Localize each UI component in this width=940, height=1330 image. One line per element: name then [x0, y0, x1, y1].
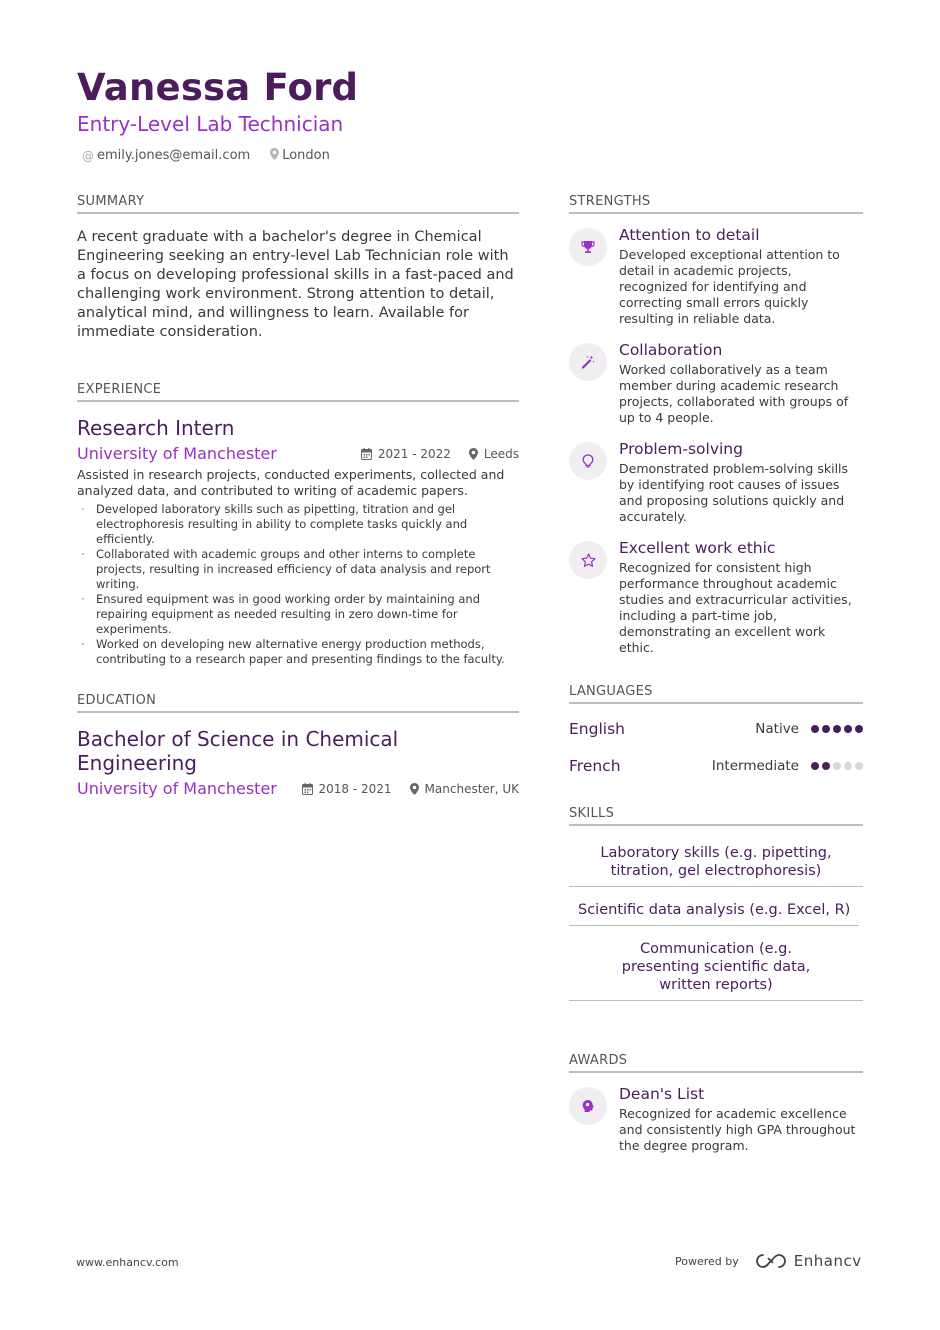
rating-dot-empty [844, 762, 852, 770]
job-bullet: · Developed laboratory skills such as pipetting, titration and gel electrophoresis resulting in ability to complete tasks quickly and efficiently. [77, 502, 519, 547]
skill-item: Scientific data analysis (e.g. Excel, R) [569, 899, 859, 926]
email-text: emily.jones@email.com [97, 148, 251, 163]
job-dates: 2021 - 2022 [377, 446, 451, 461]
rating-dot-empty [833, 762, 841, 770]
at-icon: @ [82, 148, 94, 163]
job-description: Assisted in research projects, conducted experiments, collected and analyzed data, and contributed to writing of academic papers. [77, 467, 505, 498]
job-bullet: · Worked on developing new alternative energy production methods, contributing to a research paper and presenting findings to the faculty. [77, 637, 519, 667]
enhancv-logo-icon [755, 1253, 787, 1269]
strength-description: Demonstrated problem-solving skills by identifying root causes of issues and proposing solutions quickly and accurately. [619, 461, 849, 524]
star-icon [569, 541, 607, 579]
brain-icon [569, 1087, 607, 1125]
education-dates: 2018 - 2021 [318, 781, 392, 796]
job-title: Research Intern [77, 416, 235, 440]
candidate-title: Entry-Level Lab Technician [77, 112, 344, 136]
language-item [569, 710, 863, 747]
strength-item [569, 228, 863, 327]
rating-dot-filled [822, 762, 830, 770]
strength-description: Recognized for consistent high performance throughout academic studies and extracurricular activities, including a part-time job, demonstrating an excellent work ethic. [619, 560, 852, 655]
education-entry [77, 727, 519, 798]
rating-dot-filled [855, 725, 863, 733]
brand-name: Enhancv [793, 1252, 862, 1270]
summary-heading: SUMMARY [77, 194, 519, 214]
calendar-icon [361, 448, 372, 460]
strength-title: Collaboration [619, 341, 723, 359]
brand-logo[interactable] [755, 1252, 862, 1270]
strength-description: Developed exceptional attention to detail in academic projects, recognized for identifying and correcting small errors quickly resulting in reliable data. [619, 247, 840, 326]
strength-item [569, 343, 863, 426]
location-text: London [282, 148, 330, 163]
map-pin-icon [469, 448, 478, 460]
job-organization: University of Manchester [77, 444, 277, 463]
trophy-icon [569, 228, 607, 266]
awards-heading: AWARDS [569, 1053, 863, 1073]
rating-dot-filled [811, 725, 819, 733]
language-rating [811, 725, 863, 733]
rating-dot-filled [833, 725, 841, 733]
magic-wand-icon [569, 343, 607, 381]
award-title: Dean's List [619, 1085, 705, 1103]
skills-heading: SKILLS [569, 806, 863, 826]
strength-title: Attention to detail [619, 226, 760, 244]
calendar-icon [302, 783, 313, 795]
job-location: Leeds [483, 446, 519, 461]
strength-item [569, 442, 863, 525]
languages-heading: LANGUAGES [569, 684, 863, 704]
experience-heading: EXPERIENCE [77, 382, 519, 402]
degree-title: Bachelor of Science in Chemical Engineering [77, 727, 399, 775]
strength-description: Worked collaboratively as a team member during academic research projects, collaborated with groups of up to 4 people. [619, 362, 849, 425]
map-pin-icon [410, 783, 419, 795]
lightbulb-icon [569, 442, 607, 480]
location-contact [270, 148, 330, 163]
map-pin-icon [270, 148, 279, 163]
candidate-name: Vanessa Ford [77, 66, 359, 109]
education-location: Manchester, UK [424, 781, 519, 796]
summary-text: A recent graduate with a bachelor's degree in Chemical Engineering seeking an entry-level Lab Technician role with a focus on developing professional skills in a fast-paced and challenging work environment. Strong attention to detail, analytical mind, and willingness to learn. Available for immediate consideration. [77, 229, 514, 340]
job-bullets [77, 502, 519, 667]
language-item [569, 747, 863, 784]
rating-dot-empty [855, 762, 863, 770]
award-description: Recognized for academic excellence and consistently high GPA throughout the degree program. [619, 1106, 856, 1153]
skill-item: Laboratory skills (e.g. pipetting, titration, gel electrophoresis) [569, 842, 863, 887]
language-level: Intermediate [711, 757, 799, 774]
education-organization: University of Manchester [77, 779, 277, 798]
email-contact[interactable] [82, 148, 250, 163]
job-bullet: · Collaborated with academic groups and other interns to complete projects, resulting in increased efficiency of data analysis and report writing. [77, 547, 519, 592]
language-name: English [569, 719, 625, 738]
left-column [77, 194, 519, 802]
footer-branding [675, 1252, 862, 1270]
strength-title: Excellent work ethic [619, 539, 776, 557]
powered-by-text: Powered by [675, 1254, 739, 1268]
rating-dot-filled [811, 762, 819, 770]
education-heading: EDUCATION [77, 693, 519, 713]
strength-title: Problem-solving [619, 440, 743, 458]
right-column [569, 194, 863, 1170]
rating-dot-filled [844, 725, 852, 733]
language-name: French [569, 756, 621, 775]
award-item [569, 1087, 863, 1154]
strength-item [569, 541, 863, 656]
strengths-heading: STRENGTHS [569, 194, 863, 214]
skill-item: Communication (e.g. presenting scientific data, written reports) [569, 938, 863, 1001]
language-rating [811, 762, 863, 770]
footer-website[interactable]: www.enhancv.com [76, 1256, 179, 1269]
rating-dot-filled [822, 725, 830, 733]
job-bullet: · Ensured equipment was in good working order by maintaining and repairing equipment as needed resulting in zero down-time for experiments. [77, 592, 519, 637]
language-level: Native [755, 720, 799, 737]
contact-info [82, 148, 330, 163]
experience-entry [77, 416, 519, 667]
